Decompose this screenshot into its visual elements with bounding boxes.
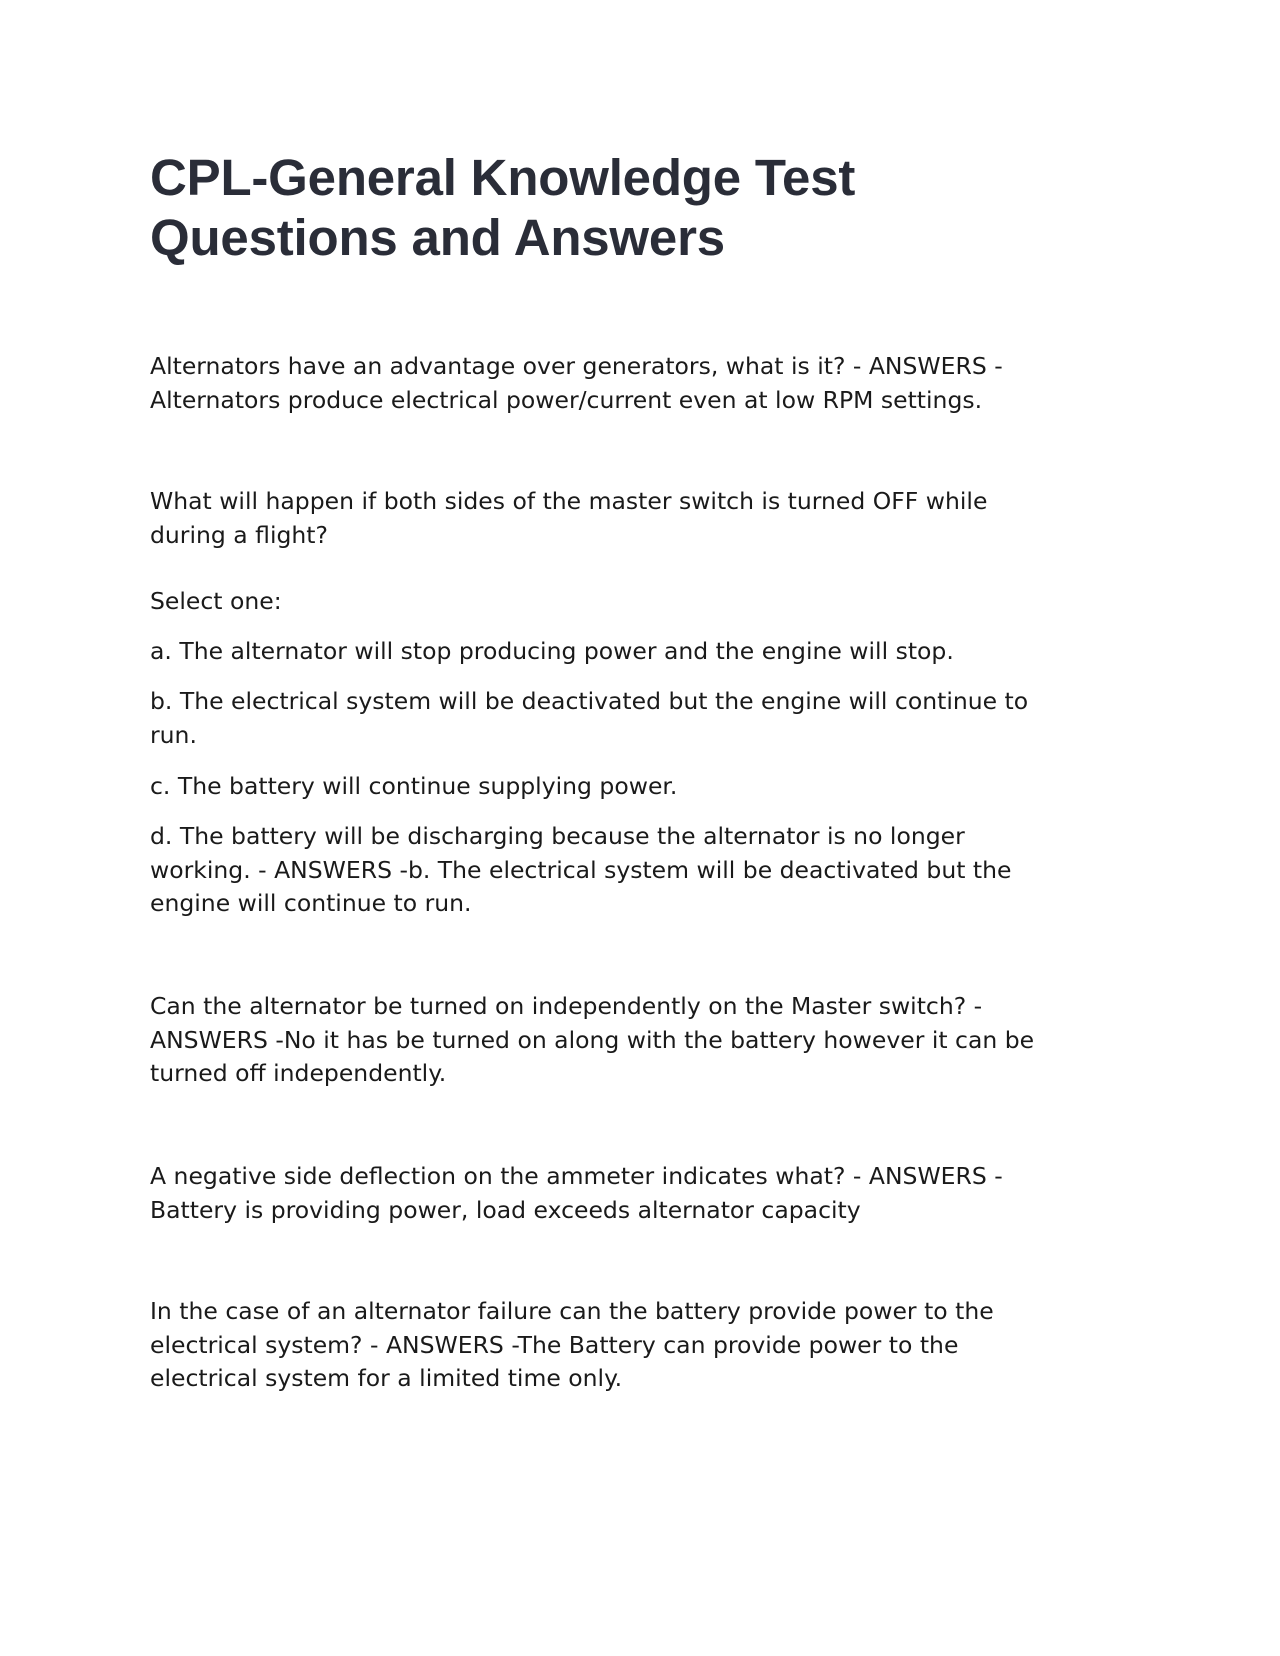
text-line: In the case of an alternator failure can the battery provide power to the xyxy=(150,1297,994,1325)
text-line: c. The battery will continue supplying power. xyxy=(150,772,678,800)
document-title xyxy=(150,148,910,268)
text-line: ANSWERS -No it has be turned on along with the battery however it can be xyxy=(150,1025,1035,1054)
question-2-option-a xyxy=(150,635,1110,669)
text-line: electrical system? - ANSWERS -The Battery can provide power to the xyxy=(150,1330,959,1359)
question-2-option-d xyxy=(150,820,1110,921)
text-line: Select one: xyxy=(150,587,282,615)
text-line: turned off independently. xyxy=(150,1059,447,1087)
question-3 xyxy=(150,990,1110,1091)
title-line: Questions and Answers xyxy=(150,209,725,266)
question-2-select-prompt xyxy=(150,585,1110,619)
question-2-option-c xyxy=(150,770,1110,804)
text-line: a. The alternator will stop producing power and the engine will stop. xyxy=(150,637,954,665)
text-line: Alternators produce electrical power/current even at low RPM settings. xyxy=(150,385,983,414)
text-line: during a flight? xyxy=(150,520,328,549)
text-line: run. xyxy=(150,720,197,749)
question-2-option-b xyxy=(150,685,1110,752)
title-line: CPL-General Knowledge Test xyxy=(150,149,856,206)
text-line: b. The electrical system will be deactivated but the engine will continue to xyxy=(150,687,1029,715)
text-line: Can the alternator be turned on independently on the Master switch? - xyxy=(150,992,983,1020)
question-5 xyxy=(150,1295,1110,1396)
text-line: A negative side deflection on the ammeter indicates what? - ANSWERS - xyxy=(150,1162,1003,1190)
text-line: Alternators have an advantage over generators, what is it? - ANSWERS - xyxy=(150,352,1003,380)
text-line: What will happen if both sides of the master switch is turned OFF while xyxy=(150,487,988,515)
question-1 xyxy=(150,350,1110,417)
text-line: engine will continue to run. xyxy=(150,889,472,917)
question-2-stem xyxy=(150,485,1110,552)
text-line: working. - ANSWERS -b. The electrical system will be deactivated but the xyxy=(150,855,1012,884)
text-line: d. The battery will be discharging because the alternator is no longer xyxy=(150,822,965,850)
question-4 xyxy=(150,1160,1110,1227)
text-line: Battery is providing power, load exceeds alternator capacity xyxy=(150,1195,861,1224)
text-line: electrical system for a limited time only. xyxy=(150,1364,623,1392)
